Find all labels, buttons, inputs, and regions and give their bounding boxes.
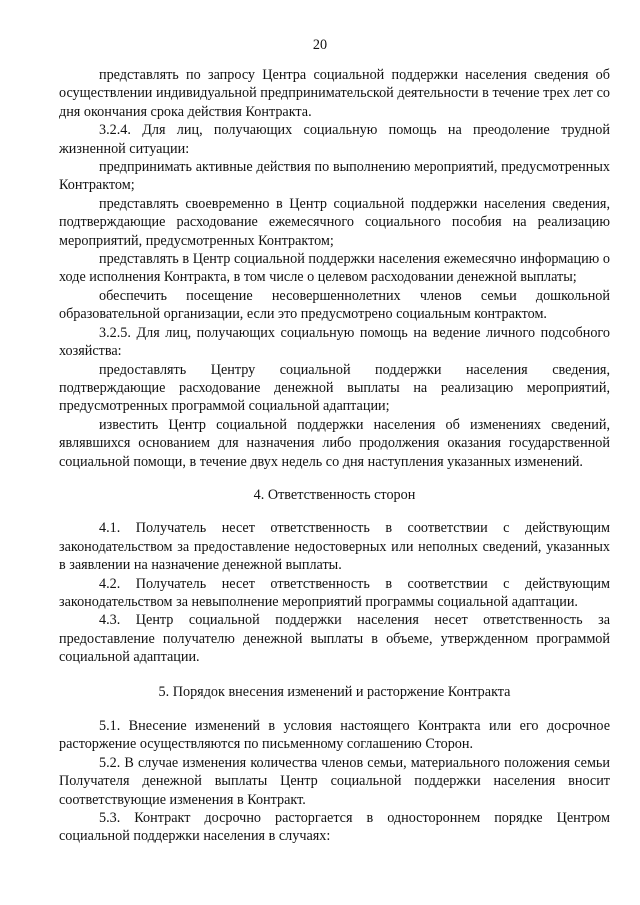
section-heading-5: 5. Порядок внесения изменений и расторжение Контракта: [158, 683, 511, 700]
section-heading-4: 4. Ответственность сторон: [253, 486, 416, 503]
clause-5-1: 5.1. Внесение изменений в условия настоящего Контракта или его досрочное расторжение осуществляются по письменному соглашению Сторон.: [59, 718, 610, 753]
clause-4-1: 4.1. Получатель несет ответственность в соответствии с действующим законодательством за предоставление недостоверных или неполных сведений, указанных в заявлении на назначение денежной выплаты.: [59, 520, 610, 574]
paragraph: обеспечить посещение несовершеннолетних членов семьи дошкольной образовательной организации, если это предусмотрено социальным контрактом.: [59, 287, 610, 323]
clause-5-3: 5.3. Контракт досрочно расторгается в одностороннем порядке Центром социальной поддержки населения в случаях:: [59, 810, 610, 845]
paragraph: известить Центр социальной поддержки населения об изменениях сведений, являвшихся основанием для назначения либо продолжения оказания государственной социальной помощи, в течение двух недель со дня наступления указанных изменений.: [59, 416, 610, 470]
clause-3-2-4: 3.2.4. Для лиц, получающих социальную помощь на преодоление трудной жизненной ситуации:: [59, 122, 610, 157]
page-number: 20: [312, 37, 328, 53]
paragraph: предоставлять Центру социальной поддержки населения сведения, подтверждающие расходование денежной выплаты на реализацию мероприятий, предусмотренных программой социальной адаптации;: [59, 361, 610, 415]
page-body: [59, 66, 610, 846]
clause-4-2: 4.2. Получатель несет ответственность в соответствии с действующим законодательством за невыполнение мероприятий программы социальной адаптации.: [59, 575, 610, 610]
clause-3-2-5: 3.2.5. Для лиц, получающих социальную помощь на ведение личного подсобного хозяйства:: [59, 324, 610, 360]
clause-4-3: 4.3. Центр социальной поддержки населения несет ответственность за предоставление получателю денежной выплаты в объеме, утвержденном программой социальной адаптации.: [59, 612, 610, 666]
paragraph: представлять в Центр социальной поддержки населения ежемесячно информацию о ходе исполнения Контракта, в том числе о целевом расходовании денежной выплаты;: [59, 251, 610, 286]
paragraph: представлять по запросу Центра социальной поддержки населения сведения об осуществлении индивидуальной предпринимательской деятельности в течение трех лет со дня окончания срока действия Контракта.: [59, 67, 610, 120]
clause-5-2: 5.2. В случае изменения количества членов семьи, материального положения семьи Получателя денежной выплаты Центр социальной поддержки населения вносит соответствующие изменения в Контракт.: [59, 754, 610, 808]
paragraph: представлять своевременно в Центр социальной поддержки населения сведения, подтверждающие расходование ежемесячного социального пособия на реализацию мероприятий, предусмотренных Контрактом;: [59, 195, 610, 249]
paragraph: предпринимать активные действия по выполнению мероприятий, предусмотренных Контрактом;: [59, 159, 610, 194]
